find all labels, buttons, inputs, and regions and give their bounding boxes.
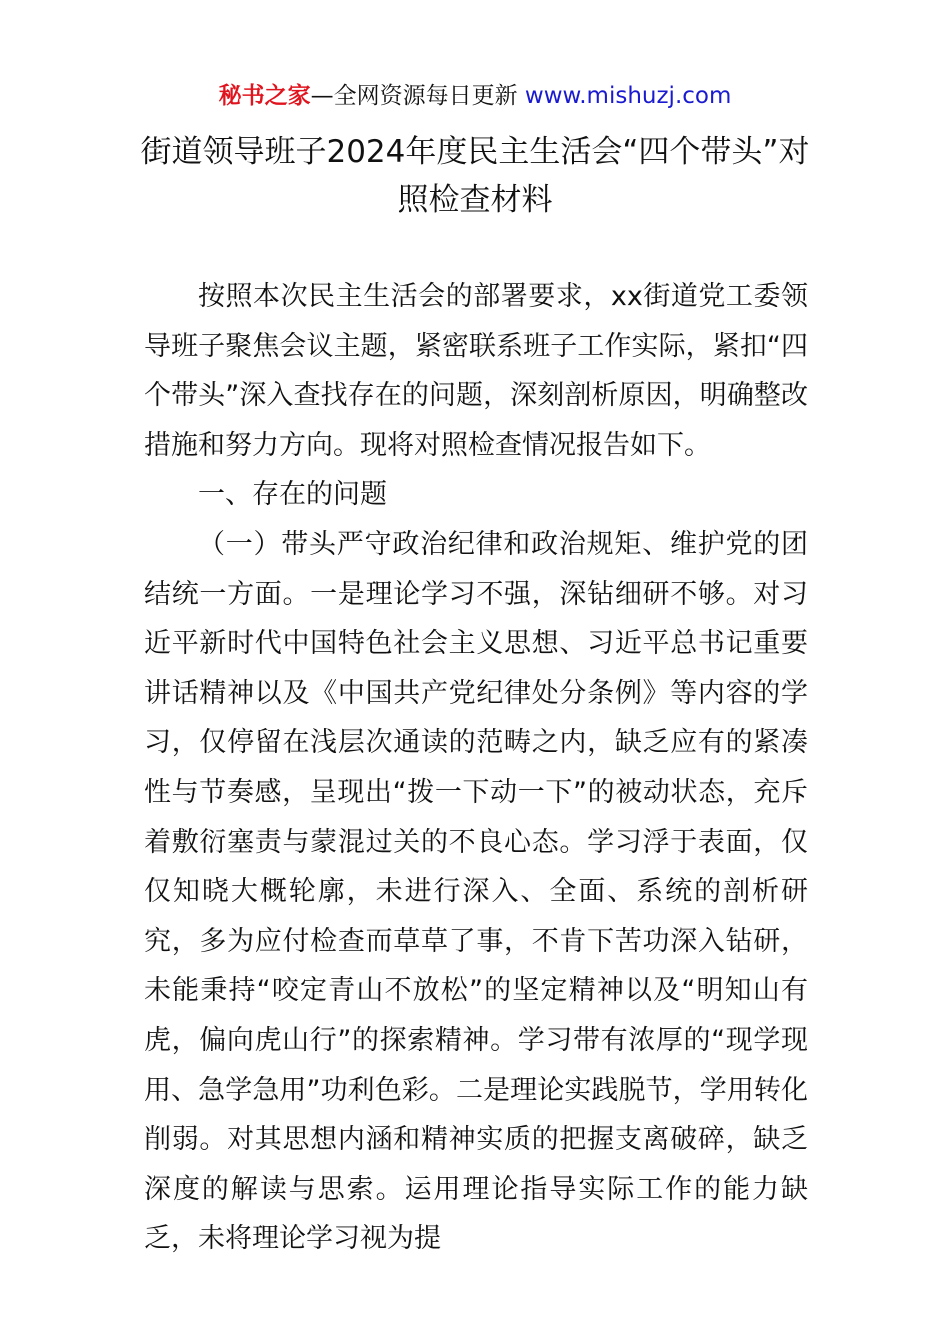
document-body (144, 272, 808, 1264)
body-paragraph: （一）带头严守政治纪律和政治规矩、维护党的团结统一方面。一是理论学习不强，深钻细研不够。对习近平新时代中国特色社会主义思想、习近平总书记重要讲话精神以及《中国共产党纪律处分条例》等内容的学习，仅停留在浅层次通读的范畴之内，缺乏应有的紧凑性与节奏感，呈现出“拨一下动一下”的被动状态，充斥着敷衍塞责与蒙混过关的不良心态。学习浮于表面，仅仅知晓大概轮廓，未进行深入、全面、系统的剖析研究，多为应付检查而草草了事，不肯下苦功深入钻研，未能秉持“咬定青山不放松”的坚定精神以及“明知山有虎，偏向虎山行”的探索精神。学习带有浓厚的“现学现用、急学急用”功利色彩。二是理论实践脱节，学用转化削弱。对其思想内涵和精神实质的把握支离破碎，缺乏深度的解读与思索。运用理论指导实际工作的能力缺乏，未将理论学习视为提 (144, 528, 808, 1255)
section-heading: 一、存在的问题 (198, 479, 387, 511)
site-header (0, 80, 950, 112)
document-title: 街道领导班子2024年度民主生活会“四个带头”对照检查材料 (140, 134, 810, 218)
site-brand: 秘书之家 (218, 83, 311, 109)
intro-paragraph: 按照本次民主生活会的部署要求，xx街道党工委领导班子聚焦会议主题，紧密联系班子工作实际，紧扣“四个带头”深入查找存在的问题，深刻剖析原因，明确整改措施和努力方向。现将对照检查情况报告如下。 (144, 281, 808, 461)
site-tagline: —全网资源每日更新 (310, 83, 525, 109)
site-url-link[interactable]: www.mishuzj.com (524, 83, 732, 109)
